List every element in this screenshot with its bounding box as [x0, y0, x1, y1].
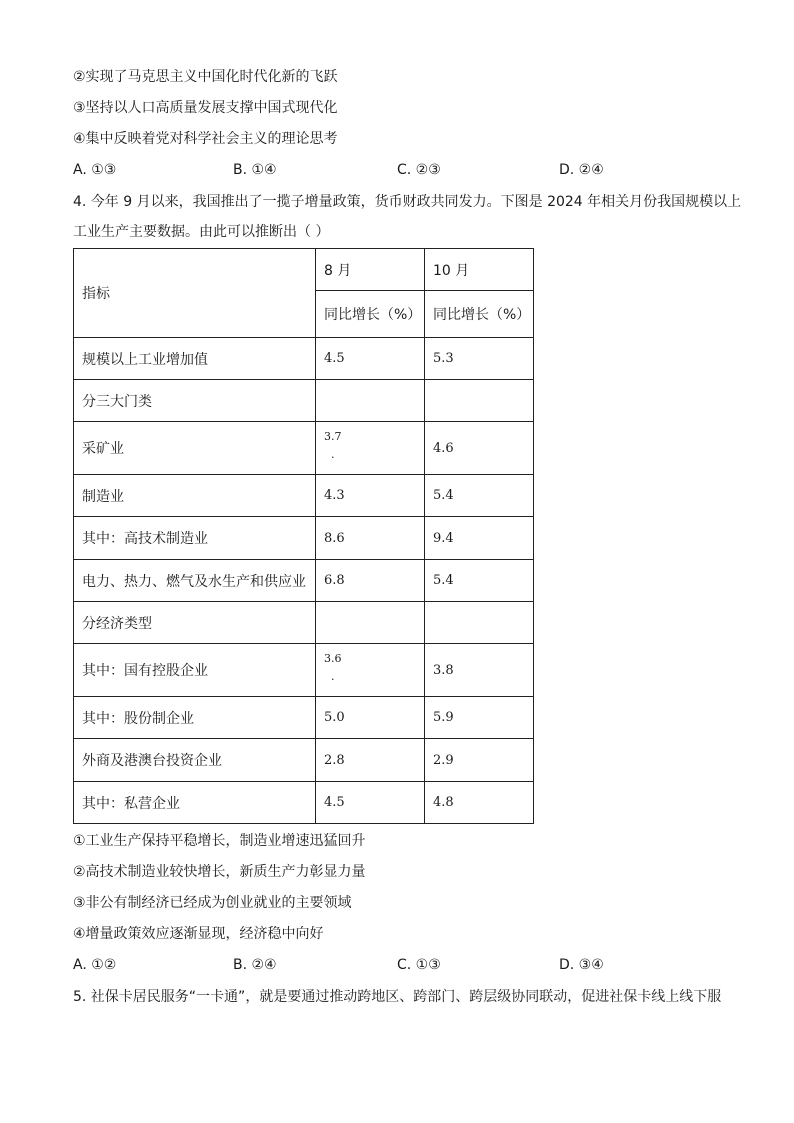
q3-option-b: B. ①④ — [233, 162, 277, 178]
row-label: 分三大门类 — [74, 380, 316, 422]
q4-statement-1: ①工业生产保持平稳增长，制造业增速迅猛回升 — [73, 833, 366, 849]
row-aug-value: 4.5 — [316, 338, 425, 380]
row-oct-value — [425, 602, 534, 644]
q4-statement-2: ②高技术制造业较快增长，新质生产力彰显力量 — [73, 864, 366, 880]
header-sub-oct: 同比增长（%） — [425, 291, 534, 338]
row-oct-value: 3.8 — [425, 644, 534, 697]
row-aug-value — [316, 602, 425, 644]
q4-option-d: D. ③④ — [559, 957, 604, 973]
q3-option-a: A. ①③ — [73, 162, 117, 178]
q4-statement-4: ④增量政策效应逐渐显现，经济稳中向好 — [73, 926, 324, 942]
statement-2: ②实现了马克思主义中国化时代化新的飞跃 — [73, 69, 338, 85]
row-oct-value: 9.4 — [425, 517, 534, 560]
table-row — [74, 739, 534, 782]
row-label: 采矿业 — [74, 422, 316, 475]
q4-statement-3: ③非公有制经济已经成为创业就业的主要领域 — [73, 895, 352, 911]
q4-stem-line-2: 工业生产主要数据。由此可以推断出（ ） — [73, 224, 330, 240]
row-aug-value — [316, 380, 425, 422]
row-aug-value — [316, 644, 425, 697]
row-oct-value: 2.9 — [425, 739, 534, 782]
garbled-value-dot: . — [331, 670, 335, 683]
table-row — [74, 338, 534, 380]
row-label: 分经济类型 — [74, 602, 316, 644]
statement-3: ③坚持以人口高质量发展支撑中国式现代化 — [73, 100, 338, 116]
row-aug-value: 2.8 — [316, 739, 425, 782]
table-row — [74, 697, 534, 739]
garbled-value — [324, 431, 354, 461]
garbled-value-digits: 3.6 — [324, 652, 342, 665]
table-row — [74, 475, 534, 517]
header-aug: 8 月 — [316, 249, 425, 291]
row-label: 其中：私营企业 — [74, 782, 316, 824]
table-row — [74, 782, 534, 824]
table-row — [74, 644, 534, 697]
q4-option-c: C. ①③ — [397, 957, 441, 973]
row-oct-value — [425, 380, 534, 422]
q4-stem-line-1: 4. 今年 9 月以来，我国推出了一揽子增量政策，货币财政共同发力。下图是 2024 年相关月份我国规模以上 — [73, 194, 742, 210]
q3-options — [73, 160, 733, 180]
table-row — [74, 602, 534, 644]
table-row — [74, 380, 534, 422]
garbled-value — [324, 653, 354, 683]
row-label: 其中：高技术制造业 — [74, 517, 316, 560]
row-oct-value: 5.4 — [425, 475, 534, 517]
table-row — [74, 560, 534, 602]
row-aug-value: 8.6 — [316, 517, 425, 560]
table-row — [74, 422, 534, 475]
row-oct-value: 5.4 — [425, 560, 534, 602]
row-aug-value: 4.3 — [316, 475, 425, 517]
row-oct-value: 5.9 — [425, 697, 534, 739]
q3-option-c: C. ②③ — [397, 162, 441, 178]
data-table — [73, 248, 534, 824]
q4-option-a: A. ①② — [73, 957, 117, 973]
row-label: 电力、热力、燃气及水生产和供应业 — [74, 560, 316, 602]
garbled-value-digits: 3.7 — [324, 430, 342, 443]
row-label: 制造业 — [74, 475, 316, 517]
row-label: 外商及港澳台投资企业 — [74, 739, 316, 782]
header-sub-aug: 同比增长（%） — [316, 291, 425, 338]
row-aug-value: 6.8 — [316, 560, 425, 602]
table-header-row — [74, 249, 534, 291]
garbled-value-dot: . — [331, 448, 335, 461]
row-aug-value: 5.0 — [316, 697, 425, 739]
row-oct-value: 4.8 — [425, 782, 534, 824]
q4-options — [73, 955, 733, 975]
header-indicator: 指标 — [74, 249, 316, 338]
row-label: 其中：股份制企业 — [74, 697, 316, 739]
table-row — [74, 517, 534, 560]
q4-option-b: B. ②④ — [233, 957, 277, 973]
row-aug-value — [316, 422, 425, 475]
row-aug-value: 4.5 — [316, 782, 425, 824]
row-oct-value: 5.3 — [425, 338, 534, 380]
row-label: 规模以上工业增加值 — [74, 338, 316, 380]
header-oct: 10 月 — [425, 249, 534, 291]
statement-4: ④集中反映着党对科学社会主义的理论思考 — [73, 131, 338, 147]
row-oct-value: 4.6 — [425, 422, 534, 475]
q3-option-d: D. ②④ — [559, 162, 604, 178]
row-label: 其中：国有控股企业 — [74, 644, 316, 697]
q5-stem-line-1: 5. 社保卡居民服务“一卡通”，就是要通过推动跨地区、跨部门、跨层级协同联动，促进社保卡线上线下服 — [73, 989, 722, 1005]
